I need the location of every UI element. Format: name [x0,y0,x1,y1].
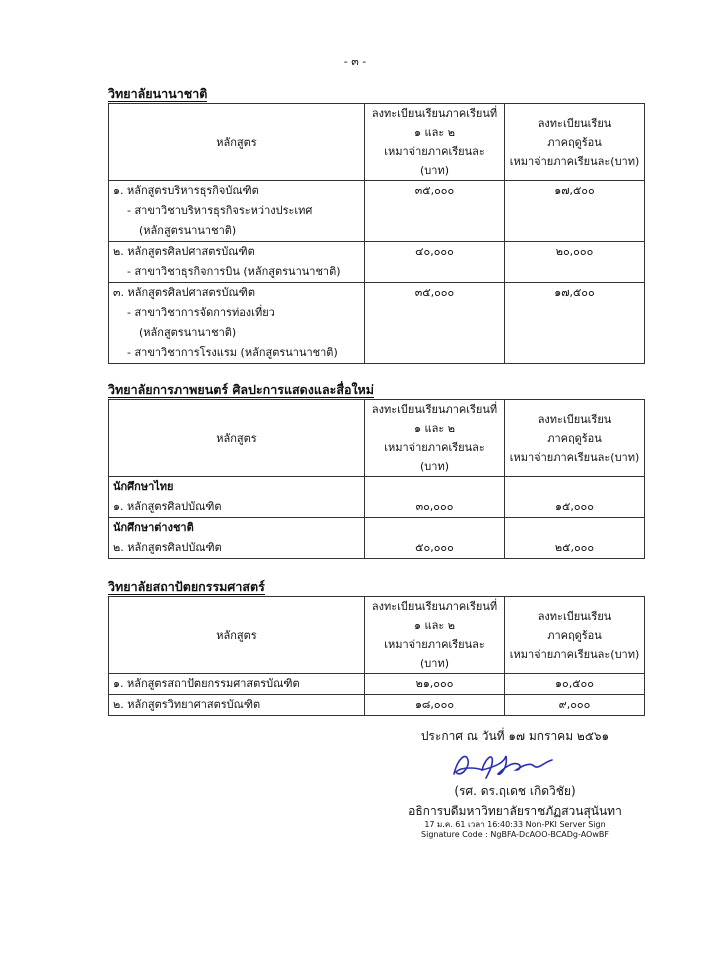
header-fee-regular: ลงทะเบียนเรียนภาคเรียนที่ ๑ และ ๒ เหมาจ่ายภาคเรียนละ (บาท) [365,400,505,477]
summer-fee-value: ๑๕,๐๐๐ [505,477,645,518]
header-program: หลักสูตร [109,597,365,674]
program-cell: นักศึกษาไทย ๑. หลักสูตรศิลปบัณฑิต [109,477,365,518]
fee-value: ๕๐,๐๐๐ [365,518,505,559]
table-row [109,477,645,518]
header-fee-summer: ลงทะเบียนเรียน ภาคฤดูร้อน เหมาจ่ายภาคเรียนละ(บาท) [505,400,645,477]
summer-fee-value: ๒๐,๐๐๐ [505,242,645,283]
header-fee-summer: ลงทะเบียนเรียน ภาคฤดูร้อน เหมาจ่ายภาคเรียนละ(บาท) [505,597,645,674]
fee-value: ๒๑,๐๐๐ [365,674,505,695]
fee-value: ๓๕,๐๐๐ [365,283,505,364]
signer-name: (รศ. ดร.ฤเดช เกิดวิชัย) [454,784,576,798]
group-label: นักศึกษาต่างชาติ [113,521,194,534]
header-fee-summer: ลงทะเบียนเรียน ภาคฤดูร้อน เหมาจ่ายภาคเรียนละ(บาท) [505,104,645,181]
program-cell: นักศึกษาต่างชาติ ๒. หลักสูตรศิลปบัณฑิต [109,518,365,559]
program-cell: ๓. หลักสูตรศิลปศาสตรบัณฑิต - สาขาวิชาการจัดการท่องเที่ยว (หลักสูตรนานาชาติ) - สาขาวิชาการโรงแรม (หลักสูตรนานาชาติ) [109,283,365,364]
table-header-row [109,400,645,477]
section-title-international-college: วิทยาลัยนานาชาติ [108,86,208,101]
summer-fee-value: ๙,๐๐๐ [505,695,645,716]
group-label: นักศึกษาไทย [113,480,174,493]
summer-fee-value: ๒๕,๐๐๐ [505,518,645,559]
fee-value: ๑๘,๐๐๐ [365,695,505,716]
page-number: - ๓ - [343,55,367,68]
table-row [109,181,645,242]
fee-value: ๓๕,๐๐๐ [365,181,505,242]
summer-fee-value: ๑๗,๕๐๐ [505,283,645,364]
table-row [109,695,645,716]
summer-fee-value: ๑๐,๕๐๐ [505,674,645,695]
fee-value: ๓๐,๐๐๐ [365,477,505,518]
section-title-film-college: วิทยาลัยการภาพยนตร์ ศิลปะการแสดงและสื่อใหม่ [108,382,375,397]
table-row [109,242,645,283]
program-cell: ๑. หลักสูตรบริหารธุรกิจบัณฑิต - สาขาวิชาบริหารธุรกิจระหว่างประเทศ (หลักสูตรนานาชาติ) [109,181,365,242]
table-row [109,518,645,559]
program-cell: ๒. หลักสูตรวิทยาศาสตรบัณฑิต [109,695,365,716]
handwritten-signature [448,748,558,782]
server-sign-timestamp: 17 ม.ค. 61 เวลา 16:40:33 Non-PKI Server Sign [424,820,606,829]
header-program: หลักสูตร [109,104,365,181]
table-row [109,674,645,695]
table-header-row [109,104,645,181]
signature-code: Signature Code : NgBFA-DcAOO-BCADg-AOwBF [421,830,609,839]
announcement-date: ประกาศ ณ วันที่ ๑๗ มกราคม ๒๕๖๑ [420,729,610,743]
fee-value: ๔๐,๐๐๐ [365,242,505,283]
fee-table-architecture-college [108,596,645,716]
fee-table-international-college [108,103,645,364]
header-fee-regular: ลงทะเบียนเรียนภาคเรียนที่ ๑ และ ๒ เหมาจ่ายภาคเรียนละ (บาท) [365,597,505,674]
summer-fee-value: ๑๗,๕๐๐ [505,181,645,242]
signer-position: อธิการบดีมหาวิทยาลัยราชภัฏสวนสุนันทา [408,804,622,818]
program-cell: ๒. หลักสูตรศิลปศาสตรบัณฑิต - สาขาวิชาธุรกิจการบิน (หลักสูตรนานาชาติ) [109,242,365,283]
program-cell: ๑. หลักสูตรสถาปัตยกรรมศาสตรบัณฑิต [109,674,365,695]
table-row [109,283,645,364]
header-fee-regular: ลงทะเบียนเรียนภาคเรียนที่ ๑ และ ๒ เหมาจ่ายภาคเรียนละ (บาท) [365,104,505,181]
section-title-architecture-college: วิทยาลัยสถาปัตยกรรมศาสตร์ [108,579,265,594]
header-program: หลักสูตร [109,400,365,477]
table-header-row [109,597,645,674]
fee-table-film-college [108,399,645,559]
